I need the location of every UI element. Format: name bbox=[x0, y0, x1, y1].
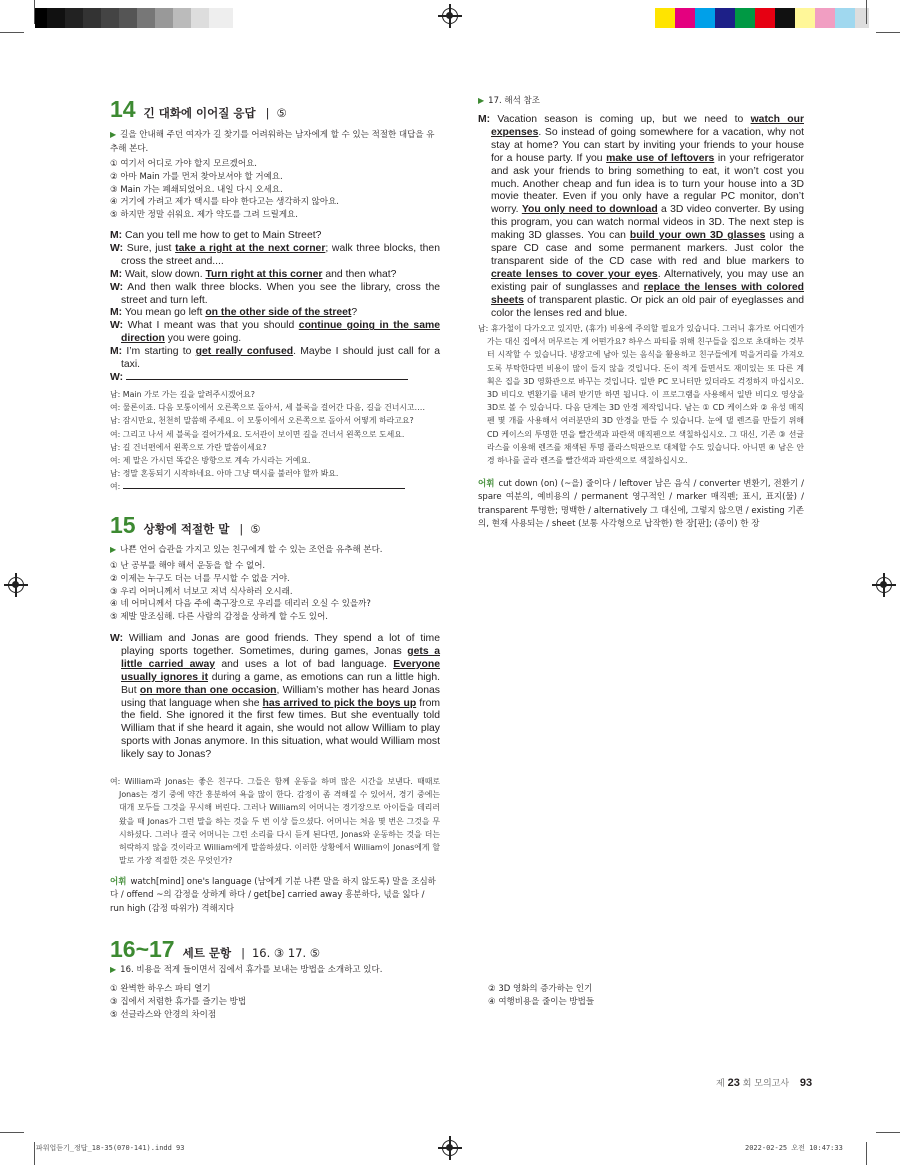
q17-vocabulary: 어휘 cut down (on) (~을) 줄이다 / leftover 남은 음식 / converter 변환기, 전환기 / spare 여분의, 예비용의 / permanent 영구적인 / marker 매직펜; 표시, 표지(물) / transparent 투명한; 명백한 / alternatively 그 대신에, 그렇지 않으면 / existing 기존의, 현재 사용되는 / sheet (보통 사각형으로 납작한) 한 장[판]; (종이) 한 장 bbox=[478, 479, 804, 530]
page-footer: 제 23 회 모의고사 93 bbox=[716, 1077, 813, 1089]
q14-dialogue: M: Can you tell me how to get to Main Street? W: Sure, just take a right at the next corner; walk three blocks, then cross the street and.... M: Wait, slow down. Turn right at this corner and then what? W: And then walk three blocks. When you see the library, cross the street and turn left. M: You mean go left on the other side of the street? W: What I meant was that you should continue going in the same direction you were going. M: I’m starting to get really confused. Maybe I should just call for a taxi. W: bbox=[110, 230, 441, 383]
q16-option-5: ⑤ 선글라스와 안경의 차이점 bbox=[110, 1010, 217, 1020]
option-2: ② 아마 Main 가를 먼저 찾아보셔야 할 거예요. bbox=[110, 171, 283, 182]
q16-17-number: 16~17 bbox=[110, 936, 175, 962]
q15-title: 상황에 적절한 말 bbox=[143, 522, 230, 536]
option-1: ① 난 공부를 해야 해서 운동을 할 수 없어. bbox=[110, 561, 266, 571]
triangle-bullet-icon: ▶ bbox=[110, 545, 117, 554]
q16-option-4: ④ 여행비용을 줄이는 방법들 bbox=[488, 997, 595, 1007]
option-3: ③ 우리 어머니께서 너보고 저녁 식사하러 오시래. bbox=[110, 586, 293, 597]
answer-blank bbox=[126, 373, 408, 380]
option-4: ④ 거기에 가려고 제가 택시를 타야 한다고는 생각하지 않아요. bbox=[110, 197, 340, 208]
triangle-bullet-icon: ▶ bbox=[478, 96, 485, 105]
q16-option-1: ① 완벽한 하우스 파티 열기 bbox=[110, 984, 211, 994]
page-number: 93 bbox=[799, 1077, 813, 1089]
q14-korean-translation: 남: Main 가로 가는 길을 알려주시겠어요? 여: 물론이죠. 다음 모퉁이에서 오른쪽으로 돌아서, 세 블록을 걸어간 다음, 길을 건너시고…. 남: 잠시만요, 천천히 말씀해 주세요. 이 모퉁이에서 오른쪽으로 돌아서 어떻게 하라고요? 여: 그리고 나서 세 블록을 걸어가세요. 도서관이 보이면 길을 건너서 왼쪽으로 도세요. 남: 길 건너편에서 왼쪽으로 가란 말씀이세요? 여: 제 말은 가시던 똑같은 방향으로 계속 가시라는 거예요. 남: 정말 혼동되기 시작하네요. 아마 그냥 택시를 불러야 할까 봐요. 여: bbox=[110, 390, 425, 492]
q14-answer: ⑤ bbox=[276, 106, 287, 120]
q14-options bbox=[110, 158, 339, 222]
option-5: ⑤ 하지만 정말 쉬워요. 제가 약도를 그려 드릴게요. bbox=[110, 210, 298, 221]
registration-mark-right bbox=[876, 577, 892, 593]
file-slug: 파워업듣기_정답_18-35(070-141).indd 93 bbox=[36, 1144, 185, 1152]
q14-prompt: ▶ 길을 안내해 주던 여자가 길 찾기를 어려워하는 남자에게 할 수 있는 적절한 대답을 유추해 본다. bbox=[110, 130, 435, 154]
q16-option-3: ③ 집에서 저렴한 휴가를 즐기는 방법 bbox=[110, 997, 247, 1007]
q14-heading: 14 긴 대화에 이어질 응답 | ⑤ bbox=[110, 96, 287, 122]
q16-17-answer: 16. ③ 17. ⑤ bbox=[251, 946, 321, 960]
registration-mark-left bbox=[8, 577, 24, 593]
registration-mark-top bbox=[442, 8, 458, 24]
option-3: ③ Main 가는 폐쇄되었어요. 내일 다시 오세요. bbox=[110, 184, 283, 195]
q15-answer: ⑤ bbox=[250, 522, 261, 536]
q17-monologue: M: Vacation season is coming up, but we need to watch our expenses. So instead of going somewhere for a vacation, why not stay at home? You can start by inviting your friends to your house for a house party. If you make use of leftovers in your refrigerator and ask your friends to bring something to eat, it won’t cost you much. Another cheap and fun idea is to turn your house into a 3D movie theater. Even if you only have a regular PC monitor, don’t worry. You only need to download a 3D video converter. By using this program, you can watch normal videos in 3D. The next step is making 3D glasses. You can build your own 3D glasses using a spare CD case and some permanent markers. Just color the transparent side of the CD case with red and blue markers to create lenses to cover your eyes. Alternatively, you may use an existing pair of sunglasses and replace the lenses with colored sheets of transparent plastic. Or pick an old pair of eyeglasses and color the lenses red and blue. bbox=[478, 114, 805, 319]
q15-prompt: ▶ 나쁜 언어 습관을 가지고 있는 친구에게 할 수 있는 조언을 유추해 본다. bbox=[110, 545, 383, 555]
q15-number: 15 bbox=[110, 512, 136, 538]
q15-monologue: W: William and Jonas are good friends. They spend a lot of time playing sports together. Sometimes, during games, Jonas gets a little carried away and uses a lot of bad language. Everyone usually ignores it during a game, as emotions can run a little high. But on more than one occasion, William’s mother has heard Jonas using that language when she has arrived to pick the boys up from the field. She ignored it the first few times. But she eventually told William that if she heard it again, she would not allow William to play sports with Jonas anymore. In this situation, what would William most likely say to Jonas? bbox=[110, 633, 441, 761]
q15-options bbox=[110, 560, 371, 624]
q16-17-title: 세트 문항 bbox=[182, 946, 232, 960]
triangle-bullet-icon: ▶ bbox=[110, 965, 117, 974]
q16-17-heading: 16~17 세트 문항 | 16. ③ 17. ⑤ bbox=[110, 936, 321, 962]
q17-korean-translation: 남: 휴가철이 다가오고 있지만, (휴가) 비용에 주의할 필요가 있습니다. 그러니 휴가로 어디엔가 가는 대신 집에서 머무르는 게 어떤가요? 하우스 파티를 위해 친구들을 집으로 초대하는 것부터 시작할 수 있습니다. 냉장고에 남아 있는 음식을 활용하고 친구들에게 먹을거리를 가져오도록 부탁한다면 비용이 많이 들지 않을 것입니다. 돈이 적게 들면서도 재미있는 또 다른 계획은 집을 3D 영화관으로 바꾸는 것입니다. 일반 PC 모니터만 있더라도 걱정하지 마십시오. 3D 비디오 변환기를 내려 받기만 하면 됩니다. 이 프로그램을 사용해서 일반 비디오 영상을 3D로 볼 수 있습니다. 다음 단계는 3D 안경 제작입니다. 남는 ① CD 케이스와 ② 유성 매직펜 몇 개를 사용해서 여러분만의 3D 안경을 만들 수 있습니다. 눈에 댈 렌즈를 만들기 위해 CD 케이스의 투명한 면을 빨간색과 파란색 매직펜으로 색칠하십시오. 그 대신, 기존 ③ 선글라스를 이용해 렌즈를 채색된 투명 플라스틱판으로 대체할 수도 있습니다. 아니면 ④ 남은 안경 하나를 골라 렌즈를 빨간색과 파란색으로 색칠하십시오. bbox=[478, 324, 804, 466]
q14-title: 긴 대화에 이어질 응답 bbox=[143, 106, 256, 120]
date-slug: 2022-02-25 오전 10:47:33 bbox=[745, 1144, 843, 1152]
q16-prompt: ▶ 16. 비용을 적게 들이면서 집에서 휴가를 보내는 방법을 소개하고 있다. bbox=[110, 965, 383, 975]
q14-number: 14 bbox=[110, 96, 136, 122]
q15-korean-translation: 여: William과 Jonas는 좋은 친구다. 그들은 함께 운동을 하며 많은 시간을 보낸다. 때때로 Jonas는 경기 중에 약간 흥분하여 욕을 많이 한다. 감정이 좀 격해질 수 있어서, 경기 중에는 대개 모두들 그것을 무시해 버린다. 그러나 William의 어머니는 경기장으로 아이들을 데리러 왔을 때 Jonas가 그런 말을 하는 것을 두 번 이상 들으셨다. 어머니는 처음 몇 번은 그것을 무시하셨다. 그러나 결국 어머니는 그런 소리를 다시 듣게 된다면, Jonas와 운동하는 것을 더는 허락하지 않을 것이라고 William에게 말씀하셨다. 이러한 상황에서 William이 Jonas에게 할 말로 가장 적절한 것은 무엇인가? bbox=[110, 777, 440, 866]
q15-heading: 15 상황에 적절한 말 | ⑤ bbox=[110, 512, 261, 538]
registration-mark-bottom bbox=[442, 1140, 458, 1156]
q15-vocabulary: 어휘 watch[mind] one's language (남에게 기분 나쁜 말을 하지 않도록) 말을 조심하다 / offend ~의 감정을 상하게 하다 / get[be] carried away 흥분하다, 넋을 잃다 / run high (감정 따위가) 격해지다 bbox=[110, 877, 436, 914]
q17-reference: ▶ 17. 해석 참조 bbox=[478, 96, 540, 106]
option-5: ⑤ 제발 말조심해. 다른 사람의 감정을 상하게 할 수도 있어. bbox=[110, 612, 328, 623]
option-1: ① 여기서 어디로 가야 할지 모르겠어요. bbox=[110, 159, 257, 169]
option-4: ④ 네 어머니께서 다음 주에 축구장으로 우리를 데리러 오실 수 있을까? bbox=[110, 599, 371, 610]
triangle-bullet-icon: ▶ bbox=[110, 130, 117, 139]
q16-option-2: ② 3D 영화의 증가하는 인기 bbox=[488, 984, 593, 994]
option-2: ② 이제는 누구도 더는 너를 무시할 수 없을 거야. bbox=[110, 573, 290, 584]
